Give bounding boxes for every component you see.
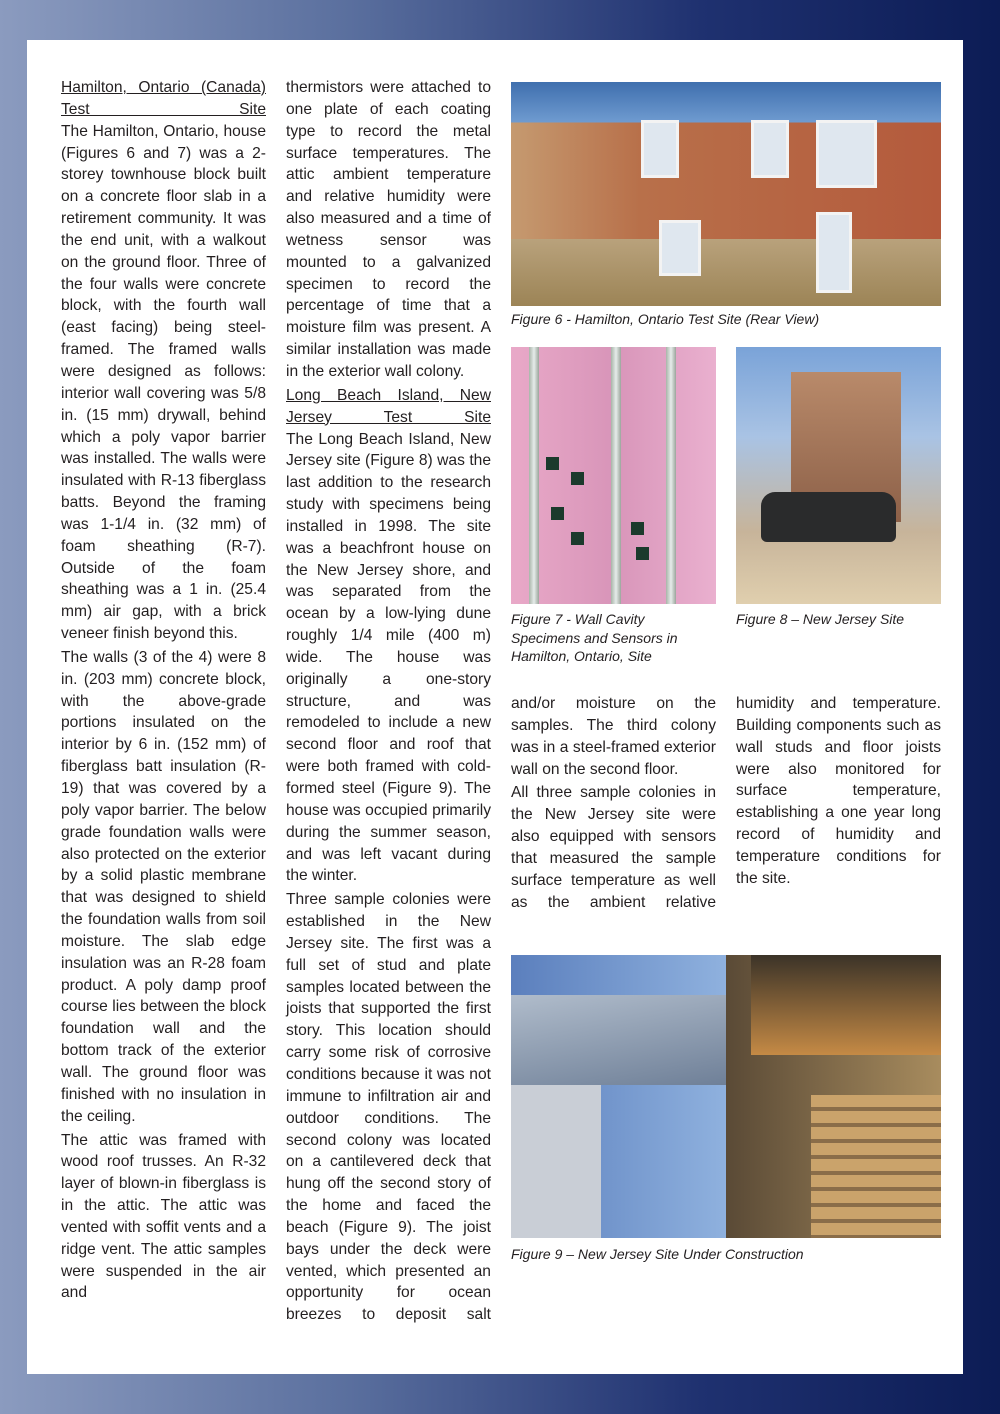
column-4 — [736, 693, 941, 892]
figure-6-caption: Figure 6 - Hamilton, Ontario Test Site (Rear View) — [511, 311, 820, 327]
figure-9-photo — [511, 955, 941, 1238]
section-heading-hamilton: Hamilton, Ontario (Canada) Test Site — [61, 79, 266, 118]
figure-7-photo — [511, 347, 716, 604]
paragraph: humidity and temperature. Building components such as wall studs and floor joists were also monitored for surface temperature, establishing a one year long record of humidity and temperature conditions for the site. — [736, 695, 941, 887]
paragraph: thermistors were attached to one plate of each coating type to record the metal surface temperatures. The attic ambient temperature and relative humidity were also measured and a time of wetness sensor was mounted to a galvanized specimen to record the percentage of time that a moisture film was present. A similar installation was made in the exterior wall colony. — [286, 79, 491, 380]
paragraph: The Hamilton, Ontario, house (Figures 6 and 7) was a 2-storey townhouse block built on a concrete floor slab in a retirement community. It was the end unit, with a walkout on the ground floor. Three of the four walls were concrete block, with the fourth wall (east facing) being steel-framed. The framed walls were designed as follows: interior wall covering was 5/8 in. (15 mm) drywall, behind which a poly vapor barrier was installed. The walls were insulated with R-13 fiberglass batts. Beyond the framing was 1-1/4 in. (32 mm) of foam sheathing (R-7). Outside of the foam sheathing was a 1 in. (25.4 mm) air gap, with a brick veneer finish beyond this. — [61, 122, 266, 643]
figure-9-caption: Figure 9 – New Jersey Site Under Construction — [511, 1246, 804, 1262]
paragraph: The walls (3 of the 4) were 8 in. (203 mm) concrete block, with the above-grade portions insulated on the interior by 6 in. (152 mm) of fiberglass batt insulation (R-19) that was covered by a poly vapor barrier. The below grade foundation walls were also protected on the exterior by a solid plastic membrane that was designed to shield the foundation walls from soil moisture. The slab edge insulation was an R-28 foam product. A poly damp proof course lies between the block foundation wall and the bottom track of the exterior wall. The ground floor was finished with no insulation in the ceiling. — [61, 648, 266, 1125]
paragraph: The Long Beach Island, New Jersey site (Figure 8) was the last addition to the research study with specimens being installed in 1998. The site was a beachfront house on the New Jersey shore, and was separated from the ocean by a low-lying dune roughly 1/4 mile (400 m) wide. The house was originally a one-story structure, and was remodeled to include a new second floor and roof that were both framed with cold-formed steel (Figure 9). The house was occupied primarily during the summer season, and was left vacant during the winter. — [286, 430, 491, 885]
column-3 — [511, 693, 716, 915]
paragraph: Three sample colonies were established in the New Jersey site. The first was a full set of stud and plate samples located between the joists that supported the first story. This location should carry some risk of corrosive conditions because it was not immune to infiltration air and outdoor conditions. The second colony was located on a cantilevered deck that hung off the second story of the home and faced the beach (Figure 9). The joist bays under the deck were vented, which presented an opportunity for ocean breezes to deposit salt — [286, 891, 491, 1324]
figure-8-caption: Figure 8 – New Jersey Site — [736, 611, 905, 627]
figure-8-photo — [736, 347, 941, 604]
paragraph: All three sample colonies in the New Jersey site were also equipped with sensors that measured the sample surface temperature as well as the ambient relative — [511, 784, 716, 911]
section-heading-new-jersey: Long Beach Island, New Jersey Test Site — [286, 386, 491, 426]
paragraph: and/or moisture on the samples. The third colony was in a steel-framed exterior wall on the second floor. — [511, 695, 716, 778]
figure-7-caption: Figure 7 - Wall Cavity Specimens and Sensors in Hamilton, Ontario, Site — [511, 611, 678, 664]
column-1 — [61, 77, 266, 1306]
paragraph: The attic was framed with wood roof trusses. An R-32 layer of blown-in fiberglass is in the attic. The attic was vented with soffit vents and a ridge vent. The attic samples were suspended in the air and — [61, 1131, 266, 1302]
figure-6-photo — [511, 82, 941, 306]
column-2 — [286, 77, 491, 1328]
